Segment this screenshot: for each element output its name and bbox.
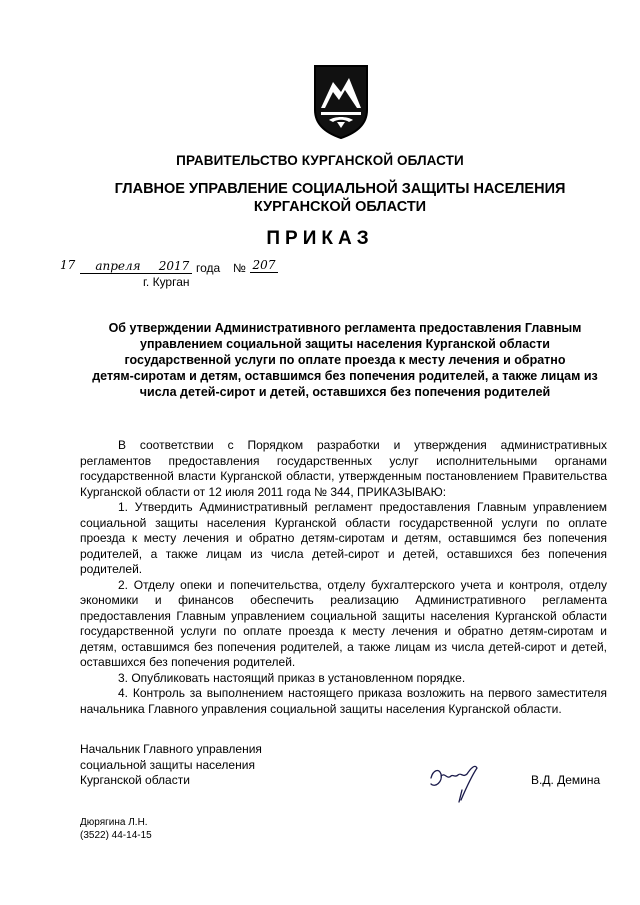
date-day: 17 [60,258,76,272]
signatory-title-line: Курганской области [80,773,190,787]
executor-info [80,816,152,842]
order-number: 207 [250,258,278,273]
preamble-paragraph: В соответствии с Порядком разработки и утверждения административных регламентов предоставления государственных услуг исполнительными органами государственной власти Курганской области, утвержденным постановлением Правительства Курганской области от 12 июля 2011 года № 344, ПРИКАЗЫВАЮ: [80,438,607,499]
order-item-2: 2. Отделу опеки и попечительства, отделу бухгалтерского учета и контроля, отделу экономики и финансов обеспечить реализацию Административного регламента предоставления Главным управлением социальной защиты населения Курганской области государственной услуги по оплате проезда к месту лечения и обратно детям-сиротам и детям, оставшимся без попечения родителей, а также лицам из числа детей-сирот и детей, оставшихся без попечения родителей. [80,577,607,669]
order-body [80,438,607,717]
subject-line: Об утверждении Административного регламента предоставления Главным [108,321,582,335]
signatory-title [80,742,262,789]
signatory-title-line: Начальник Главного управления [80,742,262,756]
executor-name: Дюрягина Л.Н. [80,817,148,828]
executor-phone: (3522) 44-14-15 [80,830,152,841]
subject-line: числа детей-сирот и детей, оставшихся без попечения родителей [139,385,551,399]
signatory-name: В.Д. Демина [531,773,601,787]
department-name-line1: ГЛАВНОЕ УПРАВЛЕНИЕ СОЦИАЛЬНОЙ ЗАЩИТЫ НАСЕЛЕНИЯ [114,181,566,197]
number-label: № [233,261,246,275]
order-item-4: 4. Контроль за выполнением настоящего приказа возложить на первого заместителя начальника Главного управления социальной защиты населения Курганской области. [80,686,607,716]
issue-city: г. Курган [143,275,190,289]
subject-line: управлением социальной защиты населения Курганской области [140,337,550,351]
handwritten-signature [425,760,485,808]
subject-line: государственной услуги по оплате проезда к месту лечения и обратно [124,353,566,367]
date-month: апреля [80,259,156,274]
department-name [60,180,620,216]
signatory-title-line: социальной защиты населения [80,757,255,772]
order-item-1: 1. Утвердить Административный регламент предоставления Главным управлением социальной защиты населения Курганской области государственной услуги по оплате проезда к месту лечения и обратно детям-сиротам и детям, оставшимся без попечения родителей, а также лицам из числа детей-сирот и детей, оставшихся без попечения родителей. [80,500,607,576]
government-name: ПРАВИТЕЛЬСТВО КУРГАНСКОЙ ОБЛАСТИ [176,153,464,168]
year-word: года [196,261,221,275]
subject-line: детям-сиротам и детям, оставшимся без попечения родителей, а также лицам из [92,369,598,383]
department-name-line2: КУРГАНСКОЙ ОБЛАСТИ [253,199,427,215]
date-year: 2017 [156,259,192,274]
document-type-title: ПРИКАЗ [266,228,374,249]
order-item-3: 3. Опубликовать настоящий приказ в установленном порядке. [118,670,466,685]
coat-of-arms-emblem [311,62,371,140]
order-subject [80,320,610,400]
